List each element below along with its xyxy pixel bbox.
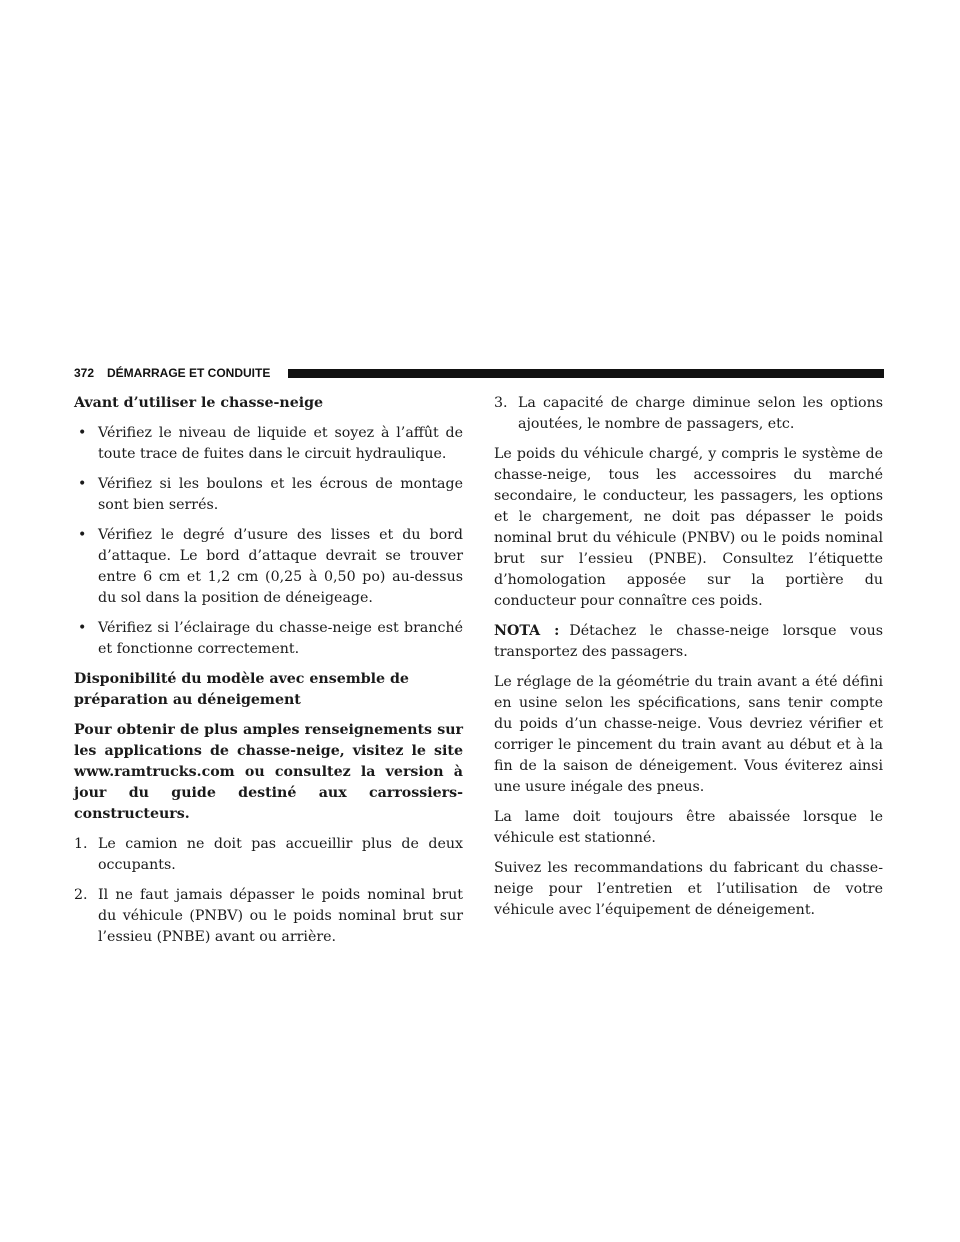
info-paragraph: Pour obtenir de plus amples renseignements sur les applications de chasse-neige, visitez le site www.ramtrucks.com ou consultez la version à jour du guide destiné aux carrossiers-constructeurs. (74, 722, 463, 822)
numbered-item: 2. Il ne faut jamais dépasser le poids nominal brut du véhicule (PNBV) ou le poids nominal brut sur l’essieu (PNBE) avant ou arrière. (74, 887, 463, 945)
note-text: Détachez le chasse-neige lorsque vous transportez des passagers. (494, 623, 884, 660)
note-label: NOTA : (494, 623, 560, 639)
bullet-dot-icon: • (78, 476, 87, 492)
right-column (494, 393, 883, 930)
heading-before-use: Avant d’utiliser le chasse-neige (74, 395, 324, 411)
page-number: 372 (74, 366, 95, 380)
section-title: DÉMARRAGE ET CONDUITE (107, 366, 271, 380)
left-column (74, 393, 463, 957)
bullet-item: • Vérifiez le degré d’usure des lisses et du bord d’attaque. Le bord d’attaque devrait se trouver entre 6 cm et 1,2 cm (0,25 à 0,50 po) au-dessus du sol dans la position de déneigeage. (78, 527, 463, 606)
page-header (74, 364, 884, 384)
note-paragraph (494, 621, 883, 663)
numbered-item: 1. Le camion ne doit pas accueillir plus de deux occupants. (74, 836, 463, 873)
bullet-item: • Vérifiez si les boulons et les écrous de montage sont bien serrés. (78, 476, 463, 513)
header-rule (288, 369, 884, 378)
body-paragraph: Le réglage de la géométrie du train avant a été défini en usine selon les spécifications, sans tenir compte du poids d’un chasse-neige. Vous devriez vérifier et corriger le pincement du train avant au début et à la fin de la saison de déneigement. Vous éviterez ainsi une usure inégale des pneus. (494, 674, 883, 795)
bullet-dot-icon: • (78, 620, 87, 636)
numbered-item: 3. La capacité de charge diminue selon les options ajoutées, le nombre de passagers, etc. (494, 395, 883, 432)
body-paragraph: Le poids du véhicule chargé, y compris le système de chasse-neige, tous les accessoires du marché secondaire, le conducteur, les passagers, les options et le chargement, ne doit pas dépasser le poids nominal brut du véhicule (PNBV) ou le poids nominal brut sur l’essieu (PNBE). Consultez l’étiquette d’homologation apposée sur la portière du conducteur pour connaître ces poids. (494, 446, 883, 609)
bullet-item: • Vérifiez si l’éclairage du chasse-neige est branché et fonctionne correctement. (78, 620, 463, 657)
bullet-dot-icon: • (78, 425, 87, 441)
bullet-dot-icon: • (78, 527, 87, 543)
bullet-item: • Vérifiez le niveau de liquide et soyez à l’affût de toute trace de fuites dans le circuit hydraulique. (78, 425, 463, 462)
heading-model-availability: Disponibilité du modèle avec ensemble de préparation au déneigement (74, 671, 409, 708)
body-paragraph: La lame doit toujours être abaissée lorsque le véhicule est stationné. (494, 809, 883, 846)
body-paragraph: Suivez les recommandations du fabricant du chasse-neige pour l’entretien et l’utilisation de votre véhicule avec l’équipement de déneigement. (494, 860, 883, 918)
